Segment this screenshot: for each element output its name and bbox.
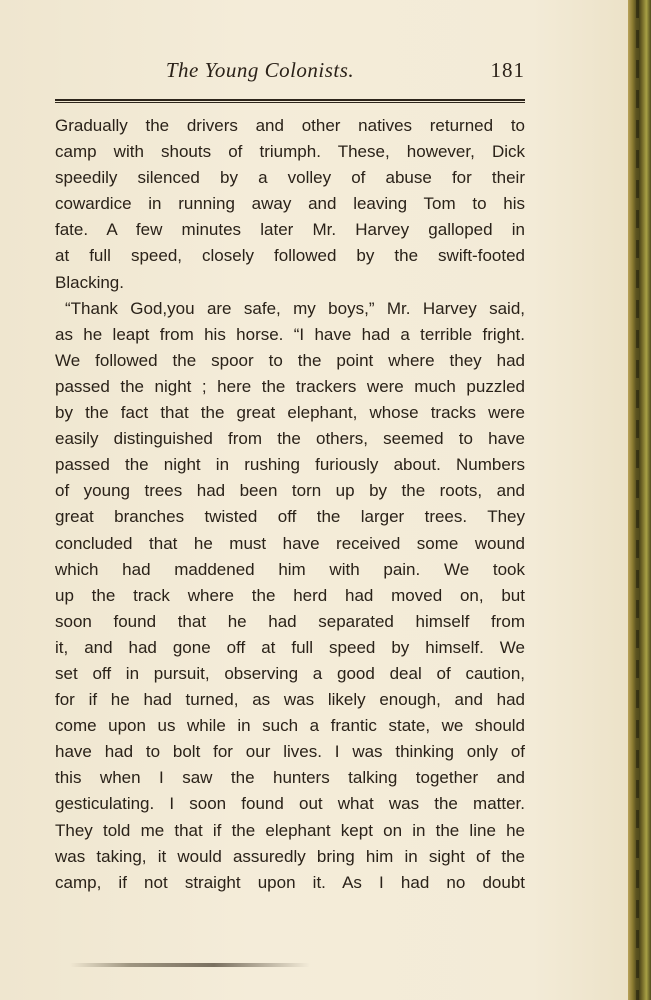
- book-binding-edge: [628, 0, 651, 1000]
- text-line: concluded that he must have received some wound: [55, 533, 525, 553]
- text-line: soon found that he had separated himself from: [55, 611, 525, 631]
- text-line: for if he had turned, as was likely enough, and had: [55, 690, 525, 710]
- text-line: passed the night in rushing furiously about. Numbers: [55, 455, 525, 475]
- text-line: easily distinguished from the others, seemed to have: [55, 429, 525, 449]
- text-line: it, and had gone off at full speed by himself. We: [55, 637, 525, 657]
- text-line: “Thank God,you are safe, my boys,” Mr. Harvey said,: [65, 298, 525, 318]
- running-head-title: The Young Colonists.: [165, 58, 355, 82]
- text-line: camp with shouts of triumph. These, however, Dick: [55, 142, 525, 162]
- text-line: set off in pursuit, observing a good deal of caution,: [55, 663, 525, 683]
- body-text: [55, 113, 525, 896]
- text-line: great branches twisted off the larger trees. They: [55, 507, 525, 527]
- text-line: which had maddened him with pain. We took: [55, 559, 525, 579]
- text-line: come upon us while in such a frantic state, we should: [55, 716, 525, 736]
- text-line: gesticulating. I soon found out what was the matter.: [55, 794, 525, 814]
- text-line: They told me that if the elephant kept on in the line he: [55, 820, 525, 840]
- text-line: cowardice in running away and leaving Tom to his: [55, 194, 525, 214]
- page-number: 181: [490, 58, 525, 82]
- text-line: fate. A few minutes later Mr. Harvey galloped in: [55, 220, 525, 240]
- text-line: camp, if not straight upon it. As I had no doubt: [55, 872, 525, 892]
- page-smudge: [70, 963, 310, 967]
- running-head: [55, 58, 525, 92]
- text-line: passed the night ; here the trackers were much puzzled: [55, 376, 525, 396]
- text-line: Gradually the drivers and other natives returned to: [55, 116, 525, 135]
- text-line: have had to bolt for our lives. I was thinking only of: [55, 742, 525, 762]
- text-line: as he leapt from his horse. “I have had a terrible fright.: [55, 324, 525, 344]
- text-line: We followed the spoor to the point where they had: [55, 350, 525, 370]
- text-line: by the fact that the great elephant, whose tracks were: [55, 403, 525, 423]
- text-line: up the track where the herd had moved on, but: [55, 585, 525, 605]
- text-line: of young trees had been torn up by the roots, and: [55, 481, 525, 501]
- text-line: was taking, it would assuredly bring him in sight of the: [55, 846, 525, 866]
- text-line: speedily silenced by a volley of abuse for their: [55, 168, 525, 188]
- header-rule: [55, 99, 525, 103]
- text-line: this when I saw the hunters talking together and: [55, 768, 525, 788]
- text-line: at full speed, closely followed by the swift-footed: [55, 246, 525, 266]
- text-line: Blacking.: [55, 272, 124, 292]
